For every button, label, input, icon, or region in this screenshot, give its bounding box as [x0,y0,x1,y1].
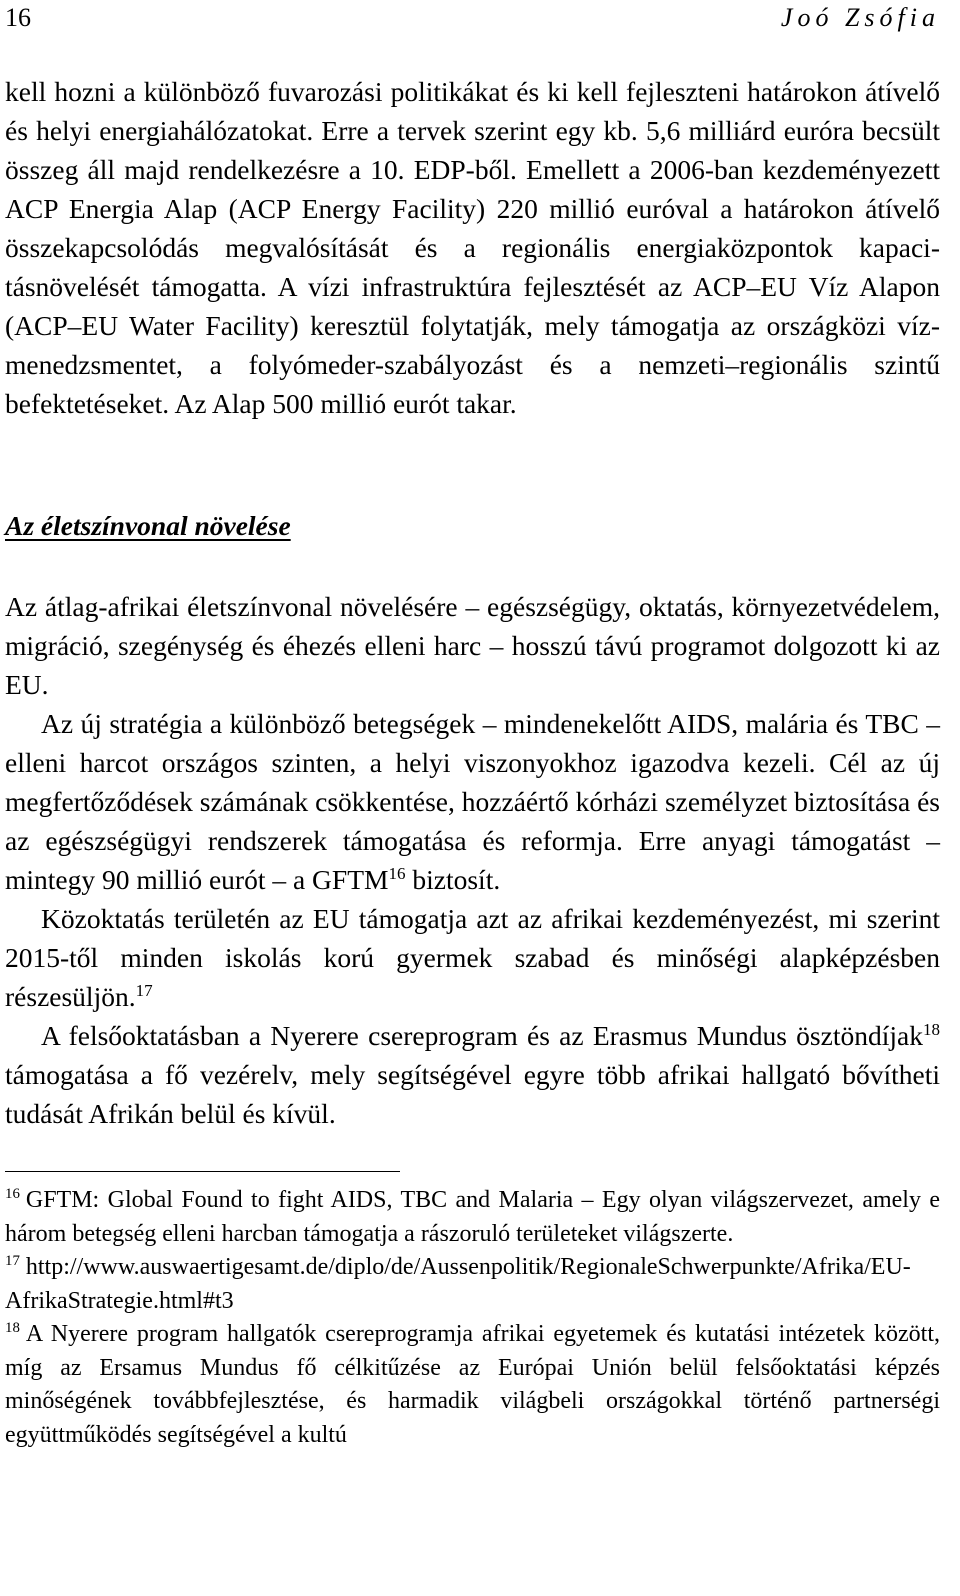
footnotes [5,1184,940,1452]
page-number: 16 [5,3,31,32]
footnote-ref-16[interactable]: 16 [388,863,406,883]
footnote-ref-17[interactable]: 17 [135,980,153,1000]
footnote-separator [5,1171,400,1172]
paragraph-higher-ed-text: A felsőoktatásban a Nyerere csereprogram és az Erasmus Mundus ösztöndíjak [41,1020,923,1051]
body-text [5,72,940,1133]
paragraph-infrastructure: kell hozni a különböző fuvarozási politikákat és ki kell fejleszteni határokon átívelő és helyi energiahálózatokat. Erre a tervek szerint egy kb. 5,6 milliárd euróra becsült összeg áll majd rendelkezésre a 10. EDP-ből. Emellett a 2006-ban kezdeményezett ACP Energia Alap (ACP Energy Facility) 220 millió euróval a határokon átívelő összekapcsolódás megvalósítását és a regionális energiaközpontok kapacitásnövelését támogatta. A vízi infrastruktúra fejlesztését az ACP–EU Víz Alapon (ACP–EU Water Facility) keresztül folytatják, mely támogatja az országközi víz-menedzsmentet, a folyómeder-szabályozást és a nemzeti–regionális szintű befektetéseket. Az Alap 500 millió eurót takar. [5,76,940,419]
paragraph-living-standards: Az átlag-afrikai életszínvonal növelésére – egészségügy, oktatás, környezetvédelem, migráció, szegénység és éhezés elleni harc – hosszú távú programot dolgozott ki az EU. [5,591,940,700]
footnote-link[interactable]: http://www.auswaertigesamt.de/diplo/de/Aussenpolitik/RegionaleSchwerpunkte/Afrika/EU-AfrikaStrategie.html#t3 [5,1254,911,1314]
footnote-number: 18 [5,1320,20,1336]
footnote-17 [5,1251,940,1318]
paragraph-health [5,704,940,899]
footnote-text: GFTM: Global Found to fight AIDS, TBC and Malaria – Egy olyan világszervezet, amely e három betegség elleni harcban támogatja a rászoruló területeket világszerte. [5,1187,940,1247]
paragraph-education-text: Közoktatás területén az EU támogatja azt az afrikai kezdeményezést, mi szerint 2015-től minden iskolás korú gyermek szabad és minőségi alapképzésben részesüljön. [5,903,940,1012]
paragraph-health-text-end: biztosít. [405,864,501,895]
footnote-number: 16 [5,1186,20,1202]
running-header [5,0,940,46]
footnote-ref-18[interactable]: 18 [922,1019,940,1039]
footnote-text: A Nyerere program hallgatók csereprogramja afrikai egyetemek és kutatási intézetek között, míg az Ersamus Mundus fő célkitűzése az Európai Unión belül felsőoktatási képzés minőségének továbbfejlesztése, és harmadik világbeli országokkal történő partnerségi együttműködés segítségével a kultú [5,1321,940,1448]
paragraph-health-text: Az új stratégia a különböző betegségek – mindenekelőtt AIDS, malária és TBC – elleni harcot országos szinten, a helyi viszonyokhoz igazodva kezeli. Cél az új megfertőződések számának csökkentése, hozzáértő kórházi személyzet biztosítása és az egészségügyi rendszerek támogatása és reformja. Erre anyagi támogatást – mintegy 90 millió eurót – a GFTM [5,708,940,895]
paragraph-higher-ed-text-end: támogatása a fő vezérelv, mely segítségével egyre több afrikai hallgató bővítheti tudását Afrikán belül és kívül. [5,1059,940,1129]
running-author: Joó Zsófia [780,3,940,32]
document-page [5,0,940,1452]
section-heading: Az életszínvonal növelése [5,510,291,541]
footnote-18 [5,1318,940,1452]
paragraph-higher-education [5,1016,940,1133]
footnote-number: 17 [5,1253,20,1269]
paragraph-public-education [5,899,940,1016]
footnote-16 [5,1184,940,1251]
